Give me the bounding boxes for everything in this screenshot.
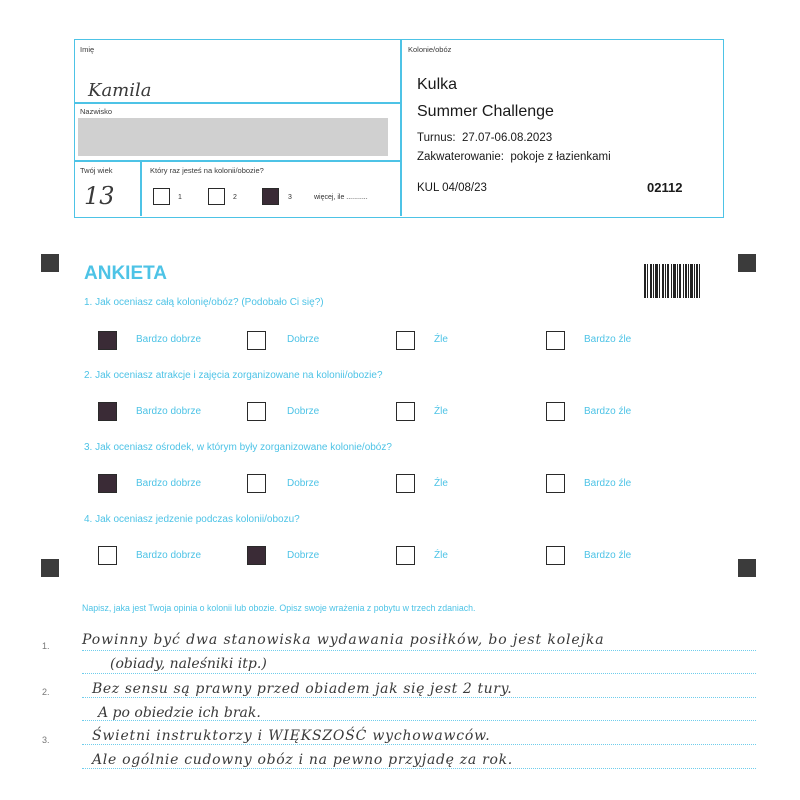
accommodation-row	[417, 151, 611, 163]
answer-line-2	[82, 673, 756, 674]
question-4: 4. Jak oceniasz jedzenie podczas kolonii/obozu?	[84, 514, 300, 525]
survey-title: ANKIETA	[84, 263, 168, 284]
q3-option-bardzo-dobrze[interactable]	[98, 474, 117, 493]
opinion-text-line-6[interactable]: Ale ogólnie cudowny obóz i na pewno przyjadę za rok.	[92, 752, 513, 768]
barcode-icon	[644, 264, 700, 298]
camp-name-line1: Kulka	[417, 76, 458, 93]
times-checkbox-3[interactable]	[262, 188, 279, 205]
times-option-2-label: 2	[233, 194, 237, 201]
q3-label-bardzo-dobrze: Bardzo dobrze	[136, 478, 202, 489]
q1-option-dobrze[interactable]	[247, 331, 266, 350]
q1-label-bardzo-zle: Bardzo źle	[584, 334, 632, 345]
line-number-1: 1.	[42, 641, 50, 651]
q4-option-bardzo-zle[interactable]	[546, 546, 565, 565]
registration-marker-bottom-left	[41, 559, 59, 577]
q3-label-dobrze: Dobrze	[287, 478, 320, 489]
q2-label-zle: Źle	[434, 406, 448, 417]
q2-option-dobrze[interactable]	[247, 402, 266, 421]
answer-line-1	[82, 650, 756, 651]
q2-label-dobrze: Dobrze	[287, 406, 320, 417]
more-times-label: więcej, ile ...........	[314, 194, 368, 201]
registration-marker-bottom-right	[738, 559, 756, 577]
opinion-text-line-3[interactable]: Bez sensu są prawny przed obiadem jak się jest 2 tury.	[92, 681, 513, 697]
q1-label-zle: Źle	[434, 334, 448, 345]
first-name-label: Imię	[80, 45, 95, 54]
registration-marker-top-right	[738, 254, 756, 272]
age-value[interactable]: 13	[84, 182, 115, 210]
answer-line-3	[82, 697, 756, 698]
q4-label-dobrze: Dobrze	[287, 550, 320, 561]
times-checkbox-1[interactable]	[153, 188, 170, 205]
q1-label-bardzo-dobrze: Bardzo dobrze	[136, 334, 202, 345]
opinion-text-line-5[interactable]: Świetni instruktorzy i WIĘKSZOŚĆ wychowawców.	[92, 728, 491, 744]
camp-code: KUL 04/08/23	[417, 182, 487, 194]
q2-label-bardzo-dobrze: Bardzo dobrze	[136, 406, 202, 417]
q2-option-bardzo-zle[interactable]	[546, 402, 565, 421]
first-name-value[interactable]: Kamila	[88, 80, 152, 101]
question-1: 1. Jak oceniasz całą kolonię/obóz? (Podobało Ci się?)	[84, 297, 324, 308]
last-name-label: Nazwisko	[80, 107, 113, 116]
q4-label-zle: Źle	[434, 550, 448, 561]
accommodation-value: pokoje z łazienkami	[510, 151, 611, 163]
camp-name-line2: Summer Challenge	[417, 103, 554, 120]
opinion-text-line-2[interactable]: (obiady, naleśniki itp.)	[110, 656, 267, 672]
times-option-3-label: 3	[288, 194, 292, 201]
camp-label: Kolonie/obóz	[408, 45, 452, 54]
q1-option-bardzo-dobrze[interactable]	[98, 331, 117, 350]
redacted-last-name	[78, 118, 388, 156]
q3-option-bardzo-zle[interactable]	[546, 474, 565, 493]
times-checkbox-2[interactable]	[208, 188, 225, 205]
accommodation-label: Zakwaterowanie:	[417, 151, 504, 163]
times-label: Który raz jesteś na kolonii/obozie?	[150, 166, 264, 175]
q1-option-bardzo-zle[interactable]	[546, 331, 565, 350]
turnus-label: Turnus:	[417, 132, 456, 144]
answer-line-6	[82, 768, 756, 769]
question-2: 2. Jak oceniasz atrakcje i zajęcia zorganizowane na kolonii/obozie?	[84, 370, 383, 381]
q4-option-zle[interactable]	[396, 546, 415, 565]
question-3: 3. Jak oceniasz ośrodek, w którym były zorganizowane kolonie/obóz?	[84, 442, 392, 453]
opinion-text-line-4[interactable]: A po obiedzie ich brak.	[98, 705, 261, 721]
q2-option-bardzo-dobrze[interactable]	[98, 402, 117, 421]
q3-label-bardzo-zle: Bardzo źle	[584, 478, 632, 489]
form-number: 02112	[647, 180, 683, 195]
turnus-row	[417, 132, 552, 144]
q2-label-bardzo-zle: Bardzo źle	[584, 406, 632, 417]
q4-label-bardzo-zle: Bardzo źle	[584, 550, 632, 561]
opinion-prompt: Napisz, jaka jest Twoja opinia o kolonii lub obozie. Opisz swoje wrażenia z pobytu w trzech zdaniach.	[82, 603, 476, 613]
times-option-1-label: 1	[178, 194, 182, 201]
q4-option-bardzo-dobrze[interactable]	[98, 546, 117, 565]
q3-label-zle: Źle	[434, 478, 448, 489]
answer-line-5	[82, 744, 756, 745]
q3-option-zle[interactable]	[396, 474, 415, 493]
q3-option-dobrze[interactable]	[247, 474, 266, 493]
q4-label-bardzo-dobrze: Bardzo dobrze	[136, 550, 202, 561]
line-number-3: 3.	[42, 735, 50, 745]
age-label: Twój wiek	[80, 166, 113, 175]
opinion-text-line-1[interactable]: Powinny być dwa stanowiska wydawania posiłków, bo jest kolejka	[82, 632, 605, 648]
line-number-2: 2.	[42, 687, 50, 697]
registration-marker-top-left	[41, 254, 59, 272]
turnus-value: 27.07-06.08.2023	[461, 132, 553, 144]
q2-option-zle[interactable]	[396, 402, 415, 421]
q4-option-dobrze[interactable]	[247, 546, 266, 565]
q1-option-zle[interactable]	[396, 331, 415, 350]
q1-label-dobrze: Dobrze	[287, 334, 320, 345]
